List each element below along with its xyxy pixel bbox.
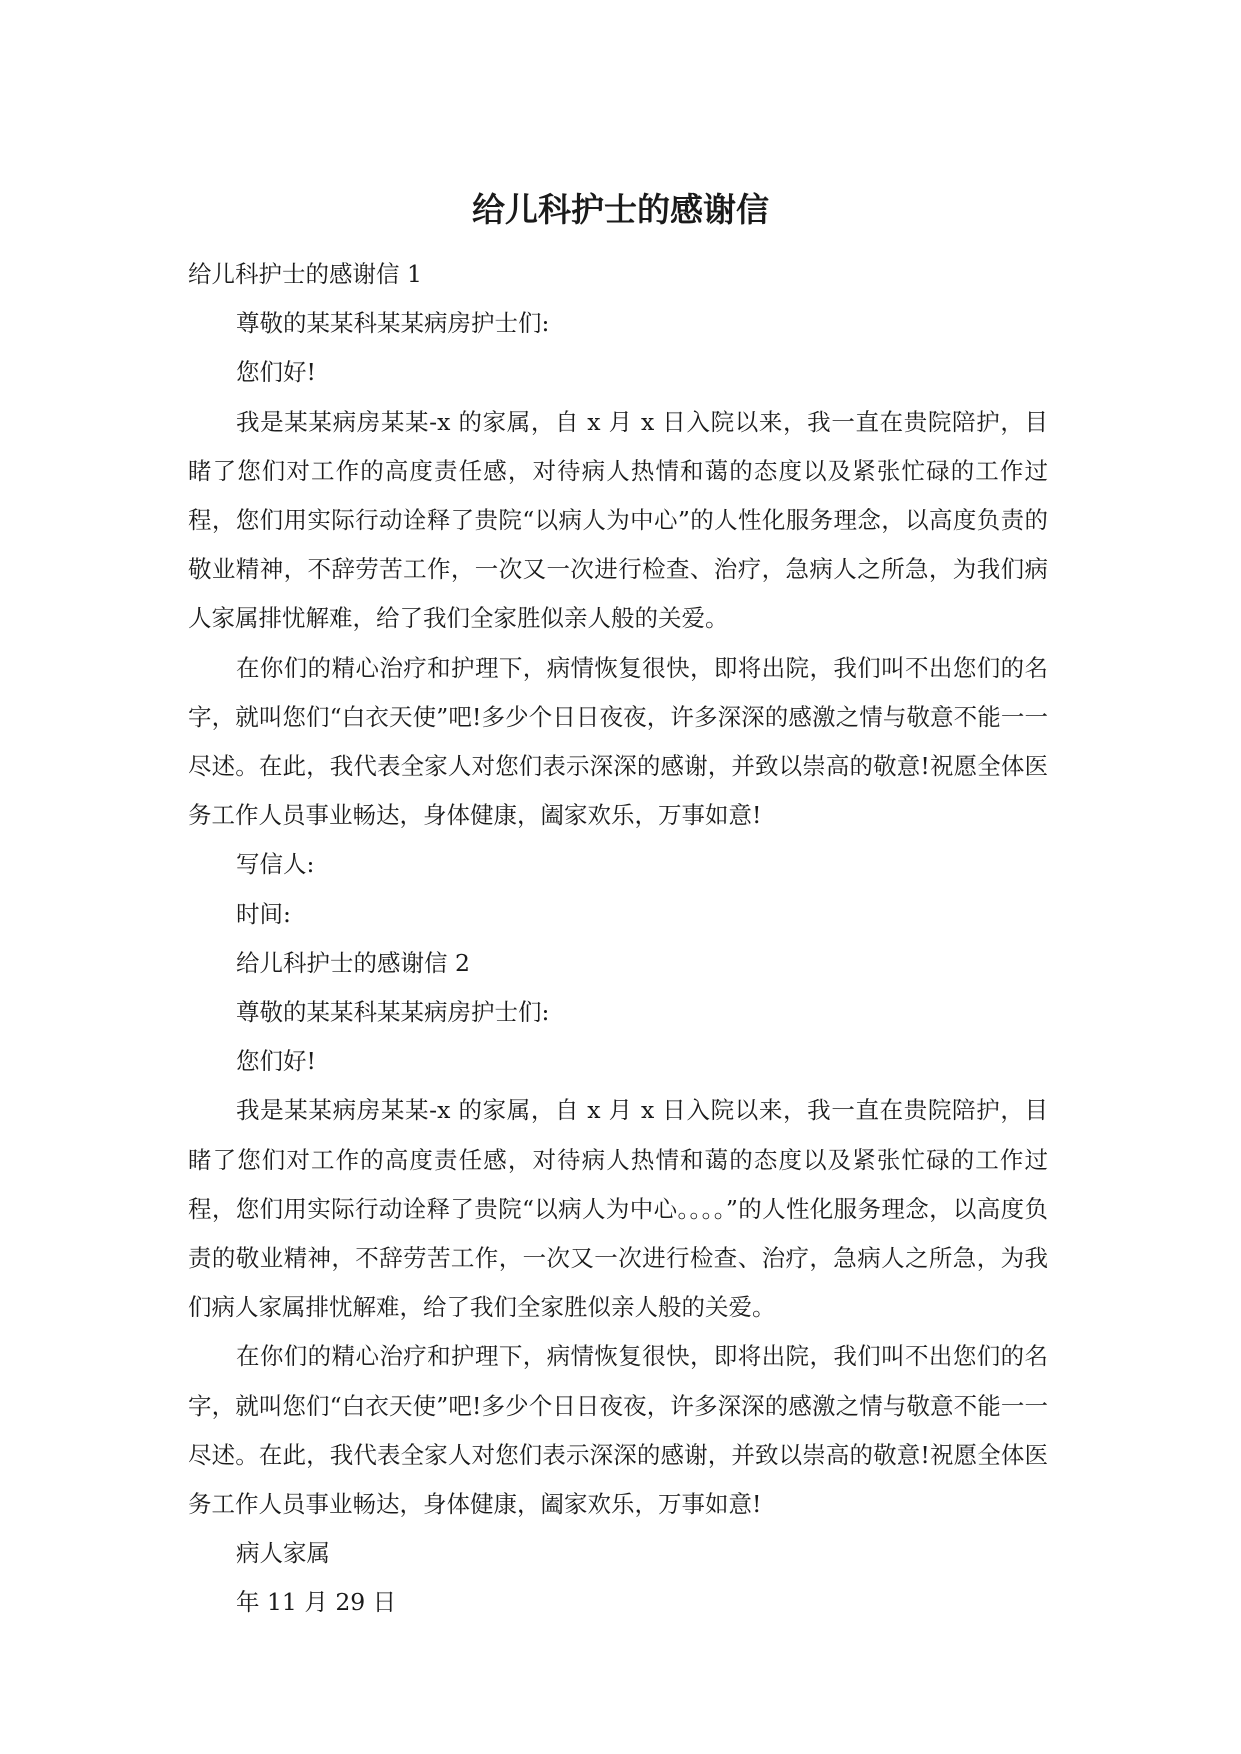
paragraph-greeting-1: 您们好! xyxy=(236,358,316,387)
paragraph-body-2b: 在你们的精心治疗和护理下，病情恢复很快，即将出院，我们叫不出您们的名字，就叫您们“白衣天使”吧!多少个日日夜夜，许多深深的感激之情与敬意不能一一尽述。在此，我代表全家人对您们表示深深的感谢，并致以崇高的敬意!祝愿全体医务工作人员事业畅达，身体健康，阖家欢乐，万事如意! xyxy=(188,1342,1048,1519)
document-body xyxy=(188,250,1048,1628)
paragraph-writer: 写信人: xyxy=(236,850,315,879)
paragraph-body-1a: 我是某某病房某某-x 的家属，自 x 月 x 日入院以来，我一直在贵院陪护，目睹了您们对工作的高度责任感，对待病人热情和蔼的态度以及紧张忙碌的工作过程，您们用实际行动诠释了贵院“以病人为中心”的人性化服务理念，以高度负责的敬业精神，不辞劳苦工作，一次又一次进行检查、治疗，急病人之所急，为我们病人家属排忧解难，给了我们全家胜似亲人般的关爱。 xyxy=(188,407,1048,633)
paragraph-greeting-2: 您们好! xyxy=(236,1047,316,1076)
paragraph-date: 年 11 月 29 日 xyxy=(236,1588,397,1617)
paragraph-heading-2: 给儿科护士的感谢信 2 xyxy=(236,948,470,977)
paragraph-body-1b: 在你们的精心治疗和护理下，病情恢复很快，即将出院，我们叫不出您们的名字，就叫您们“白衣天使”吧!多少个日日夜夜，许多深深的感激之情与敬意不能一一尽述。在此，我代表全家人对您们表示深深的感谢，并致以崇高的敬意!祝愿全体医务工作人员事业畅达，身体健康，阖家欢乐，万事如意! xyxy=(188,653,1048,830)
paragraph-heading-1: 给儿科护士的感谢信 1 xyxy=(188,260,422,288)
document-title: 给儿科护士的感谢信 xyxy=(472,190,769,229)
paragraph-salutation-2: 尊敬的某某科某某病房护士们: xyxy=(236,998,550,1027)
paragraph-salutation-1: 尊敬的某某科某某病房护士们: xyxy=(236,309,550,338)
paragraph-body-2a: 我是某某病房某某-x 的家属，自 x 月 x 日入院以来，我一直在贵院陪护，目睹了您们对工作的高度责任感，对待病人热情和蔼的态度以及紧张忙碌的工作过程，您们用实际行动诠释了贵院“以病人为中心。。。。”的人性化服务理念，以高度负责的敬业精神，不辞劳苦工作，一次又一次进行检查、治疗，急病人之所急，为我们病人家属排忧解难，给了我们全家胜似亲人般的关爱。 xyxy=(188,1096,1048,1322)
paragraph-signature: 病人家属 xyxy=(236,1539,330,1568)
paragraph-time: 时间: xyxy=(236,899,291,928)
